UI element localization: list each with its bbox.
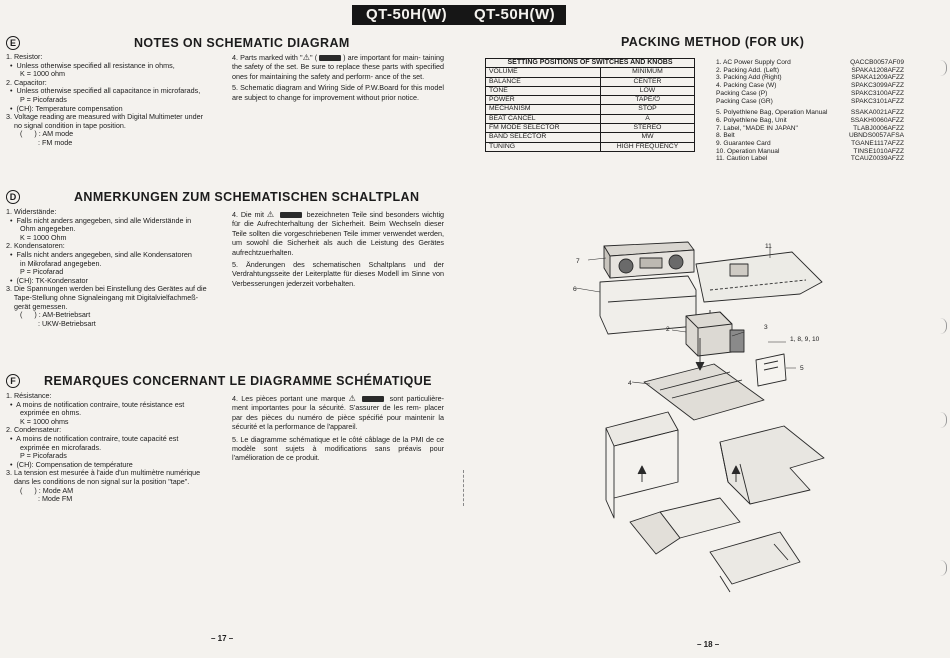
table-row [486, 124, 695, 133]
warning-triangle-icon: ⚠ [348, 394, 358, 403]
german-right-notes [232, 210, 444, 288]
list-item: 11. Caution Label TCAUZ0039AFZZ [716, 155, 904, 163]
note-line: : Mode FM [6, 494, 73, 504]
german-left-notes [6, 208, 226, 328]
binding-mark [940, 560, 947, 576]
note-line: P = Picofarad [6, 267, 64, 277]
setting-name: BALANCE [486, 77, 601, 86]
note-line: • A moins de notification contraire, toute capacité est [6, 433, 179, 443]
note-line: • (CH): TK-Kondensator [6, 275, 88, 285]
callout-1-8-9-10: 1, 8, 9, 10 [790, 336, 820, 343]
warning-triangle-icon: ⚠ [302, 53, 311, 62]
note-line: exprimée en microfarads. [6, 442, 102, 452]
setting-value: MW [600, 133, 694, 142]
setting-name: TONE [486, 86, 601, 95]
table-row [486, 105, 695, 114]
setting-value: LOW [600, 86, 694, 95]
note-line: 2. Capacitor: [6, 77, 47, 87]
table-row [486, 96, 695, 105]
setting-value: CENTER [600, 77, 694, 86]
note-line: 1. Résistance: [6, 391, 52, 400]
callout-2: 2 [666, 326, 670, 333]
settings-table-title: SETTING POSITIONS OF SWITCHES AND KNOBS [486, 59, 695, 68]
setting-value: STEREO [600, 124, 694, 133]
english-lang-mark: E [6, 36, 20, 50]
note-line: 3. La tension est mesurée à l'aide d'un multimètre numérique [6, 468, 201, 478]
list-item: 2. Packing Add. (Left) SPAKA1208AFZZ [716, 66, 904, 74]
caution-label-illustration [730, 264, 748, 276]
list-item: 4. Packing Case (W) SPAKC3099AFZZ [716, 82, 904, 90]
setting-value: HIGH FREQUENCY [600, 142, 694, 151]
callout-3: 3 [764, 324, 768, 331]
french-left-notes [6, 392, 226, 504]
english-title: NOTES ON SCHEMATIC DIAGRAM [134, 36, 350, 50]
packing-add-illustration [686, 312, 744, 356]
manual-bag-illustration [696, 252, 822, 302]
operation-manual-illustration [756, 354, 786, 386]
model-label-right: QT-50H(W) [474, 6, 556, 23]
callout-5: 5 [800, 365, 804, 372]
german-lang-mark: D [6, 190, 20, 204]
packing-exploded-diagram [560, 232, 930, 652]
french-title: REMARQUES CONCERNANT LE DIAGRAMME SCHÉMATIQUE [44, 374, 432, 388]
note-line: 3. Die Spannungen werden bei Einstellung des Gerätes auf die [6, 284, 207, 294]
setting-name: VOLUME [486, 68, 601, 77]
table-row [486, 68, 695, 77]
list-item: 8. Belt UBNDS0057AFSA [716, 132, 904, 140]
note-4: 4. Parts marked with "⚠" ( ) are important for main- taining the safety of the set. Be sure to replace these parts with specified ones for maintaining the safety and perform- ance of the set. [232, 53, 444, 81]
note-4: 4. Die mit ⚠ bezeichneten Teile sind besonders wichtig für die Aufrechterhaltung der Sicherheit. Beim Wechseln dieser Teile sollten die vorgeschriebenen Teile immer verwendet werden, um sowohl die Sicherheit als auch die Leistung des Gerätes aufrechtzuerhalten. [232, 210, 445, 257]
note-5: 5. Le diagramme schématique et le côté câblage de la PMI de ce modèle sont sujets à modifications sans préavis pour l'amélioration de ce produit. [232, 434, 444, 463]
note-line: gerät gemessen. [6, 301, 68, 311]
note-line: P = Picofarads [6, 451, 67, 461]
setting-name: MECHANISM [486, 105, 601, 114]
note-line: ( ) : AM-Betriebsart [6, 310, 91, 320]
note-line: 3. Voltage reading are measured with Digital Multimeter under [6, 112, 203, 122]
english-right-notes [232, 53, 444, 102]
note-line: • Unless otherwise specified all capacitance in microfarads, [6, 86, 201, 96]
page-number-right: – 18 – [697, 640, 720, 649]
note-line: K = 1000 Ohm [6, 232, 67, 242]
callout-6: 6 [573, 286, 577, 293]
callout-11: 11 [765, 243, 772, 250]
english-left-notes [6, 53, 226, 148]
note-line: • (CH): Temperature compensation [6, 103, 123, 113]
safety-mark-icon [362, 396, 384, 402]
note-line: no signal condition in tape position. [6, 120, 126, 130]
setting-name: POWER [486, 96, 601, 105]
note-line: • Falls nicht anders angegeben, sind alle Kondensatoren [6, 249, 192, 259]
note-line: Tape-Stellung ohne Signaleingang mit Digitalvielfachmeß- [6, 292, 199, 302]
table-row [486, 114, 695, 123]
note-line: ( ) : AM mode [6, 129, 74, 139]
model-banner [352, 5, 566, 25]
list-item: Packing Case (GR) SPAKC3101AFZZ [716, 97, 904, 105]
note-line: • A moins de notification contraire, toute résistance est [6, 399, 185, 409]
page-number-left: – 17 – [211, 634, 234, 643]
setting-value: A [600, 114, 694, 123]
packing-case-illustration [606, 412, 824, 592]
list-item: 6. Polyethlene Bag, Unit SSAKH0060AFZZ [716, 116, 904, 124]
list-item: 9. Guarantee Card TGANE1117AFZZ [716, 140, 904, 148]
table-row [486, 133, 695, 142]
assembly-arrow-head [638, 466, 646, 474]
german-title: ANMERKUNGEN ZUM SCHEMATISCHEN SCHALTPLAN [74, 190, 420, 204]
binding-mark [940, 60, 947, 76]
note-5: 5. Änderungen des schematischen Schaltplans und der Verdrahtungsseite der Leiterplatte für dieses Modell im Sinne von Verbesserungen jederzeit vorbehalten. [232, 260, 444, 288]
warning-triangle-icon: ⚠ [266, 210, 275, 219]
list-item: 3. Packing Add (Right) SPAKA1209AFZZ [716, 74, 904, 82]
note-line: in Mikrofarad angegeben. [6, 258, 102, 268]
note-5: 5. Schematic diagram and Wiring Side of P.W.Board for this model are subject to change for improvement without prior notice. [232, 83, 444, 102]
note-line: 2. Condensateur: [6, 425, 62, 435]
setting-name: BEAT CANCEL [486, 114, 601, 123]
note-line: P = Picofarads [6, 94, 67, 104]
setting-name: TUNING [486, 142, 601, 151]
binding-mark [940, 318, 947, 334]
parts-list [716, 59, 904, 163]
settings-table [485, 58, 695, 152]
note-line: • (CH): Compensation de température [6, 459, 133, 469]
note-line: : UKW-Betriebsart [6, 318, 96, 328]
list-item: Packing Case (P) SPAKC3100AFZZ [716, 89, 904, 97]
note-line: • Falls nicht anders angegeben, sind alle Widerstände in [6, 215, 192, 225]
note-line: dans les conditions de non signal sur la position "tape". [6, 476, 190, 486]
list-item: 10. Operation Manual TINSE1010AFZZ [716, 147, 904, 155]
list-item: 1. AC Power Supply Cord QACCB0057AF09 [716, 59, 904, 66]
table-row [486, 86, 695, 95]
setting-value: TAPE/⏻ [600, 96, 694, 105]
french-lang-mark: F [6, 374, 20, 388]
note-4: 4. Les pièces portant une marque ⚠ sont particulière- ment importantes pour la sécurité. S'assurer de les rem- placer par des pièces du numéro de pièce spécifié pour maintenir la sécurité et la performance de l'appareil. [232, 394, 445, 432]
note-line: ( ) : Mode AM [6, 485, 74, 495]
table-row [486, 77, 695, 86]
note-line: • Unless otherwise specified all resistance in ohms, [6, 60, 175, 70]
setting-value: MINIMUM [600, 68, 694, 77]
french-right-notes [232, 394, 444, 463]
note-line: : FM mode [6, 137, 73, 147]
setting-value: STOP [600, 105, 694, 114]
list-item: 7. Label, "MADE IN JAPAN" TLABJ0006AFZZ [716, 124, 904, 132]
binding-mark [940, 412, 947, 428]
radio-unit-illustration [604, 242, 694, 278]
setting-name: BAND SELECTOR [486, 133, 601, 142]
note-line: K = 1000 ohms [6, 416, 69, 426]
setting-name: FM MODE SELECTOR [486, 124, 601, 133]
callout-7: 7 [576, 258, 580, 265]
note-line: exprimée en ohms. [6, 408, 82, 418]
note-line: 2. Kondensatoren: [6, 241, 65, 251]
gutter-mark [463, 470, 465, 506]
safety-mark-icon [280, 212, 302, 218]
callout-4: 4 [628, 380, 632, 387]
note-line: Ohm angegeben. [6, 224, 76, 234]
model-label-left: QT-50H(W) [366, 6, 448, 23]
note-line: K = 1000 ohm [6, 69, 65, 79]
note-line: 1. Widerstände: [6, 207, 57, 216]
safety-mark-icon [319, 55, 341, 61]
table-row [486, 142, 695, 151]
note-line: 1. Resistor: [6, 52, 43, 61]
list-item: 5. Polyethlene Bag, Operation Manual SSAKA0021AFZZ [716, 109, 904, 117]
packing-title: PACKING METHOD (FOR UK) [621, 35, 805, 49]
unit-bag-illustration [600, 276, 696, 334]
accessory-tray-illustration [644, 364, 764, 420]
